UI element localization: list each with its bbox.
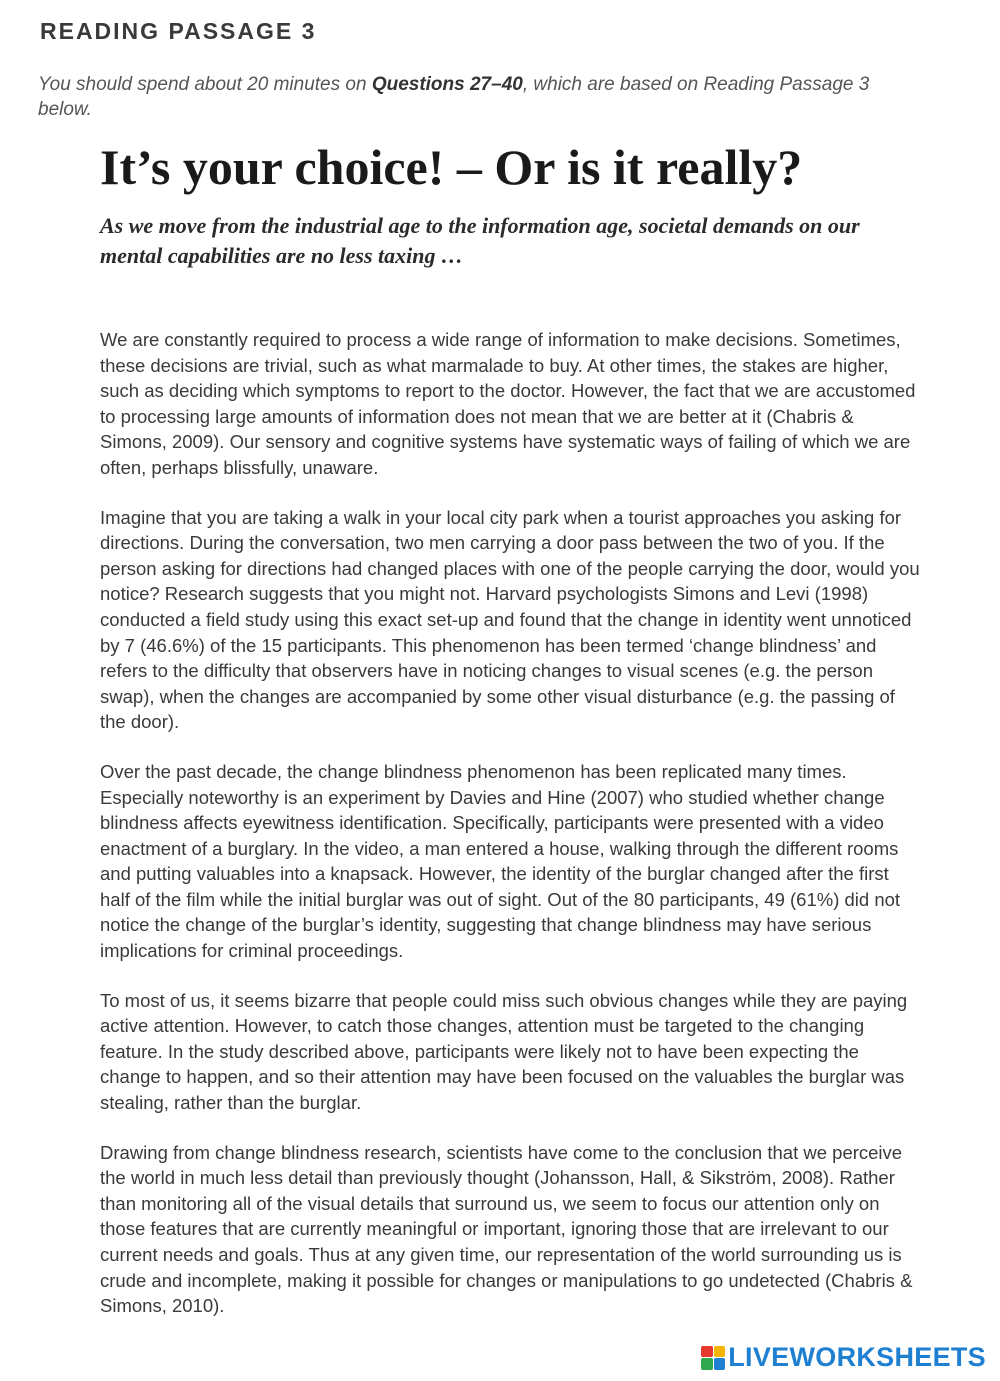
section-label: READING PASSAGE 3 <box>40 18 317 44</box>
paragraph-4: To most of us, it seems bizarre that people could miss such obvious changes while they are paying active attention. However, to catch those changes, attention must be targeted to the changing feature. In the study described above, participants were likely not to have been expecting the change to happen, and so their attention may have been focused on the valuables the burglar was stealing, rather than the burglar. <box>100 989 908 1114</box>
logo-square-yellow <box>714 1346 726 1358</box>
article-subtitle: As we move from the industrial age to the information age, societal demands on our mental capabilities are no less taxing … <box>100 213 860 268</box>
liveworksheets-logo-text: LIVEWORKSHEETS <box>728 1342 986 1372</box>
liveworksheets-logo <box>701 1342 986 1373</box>
instructions <box>38 72 878 122</box>
paragraph-3: Over the past decade, the change blindness phenomenon has been replicated many times. Especially noteworthy is an experiment by Davies and Hine (2007) who studied whether change blindness affects eyewitness identification. Specifically, participants were presented with a video enactment of a burglary. In the video, a man entered a house, walking through the different rooms and putting valuables into a knapsack. However, the identity of the burglar changed after the first half of the film while the initial burglar was out of sight. Out of the 80 participants, 49 (61%) did not notice the change of the burglar’s identity, suggesting that change blindness may have serious implications for criminal proceedings. <box>100 760 901 962</box>
liveworksheets-logo-icon <box>701 1346 725 1370</box>
instruction-text-end: , which are based on Reading Passage 3 below. <box>38 74 870 120</box>
instruction-text-start: You should spend about 20 minutes on <box>38 74 372 95</box>
paragraph-5: Drawing from change blindness research, scientists have come to the conclusion that we perceive the world in much less detail than previously thought (Johansson, Hall, & Sikström, 2008). Rather than monitoring all of the visual details that surround us, we seem to focus our attention only on those features that are currently meaningful or important, ignoring those that are irrelevant to our current needs and goals. Thus at any given time, our representation of the world surrounding us is crude and incomplete, making it possible for changes or manipulations to go undetected (Chabris & Simons, 2010). <box>100 1141 913 1317</box>
logo-square-blue <box>714 1358 726 1370</box>
paragraph-2: Imagine that you are taking a walk in your local city park when a tourist approaches you asking for directions. During the conversation, two men carrying a door pass between the two of you. If the person asking for directions had changed places with one of the people carrying the door, would you notice? Research suggests that you might not. Harvard psychologists Simons and Levi (1998) conducted a field study using this exact set-up and found that the change in identity went unnoticed by 7 (46.6%) of the 15 participants. This phenomenon has been termed ‘change blindness’ and refers to the difficulty that observers have in noticing changes to visual scenes (e.g. the person swap), when the changes are accompanied by some other visual disturbance (e.g. the passing of the door). <box>100 506 920 733</box>
paragraph-1: We are constantly required to process a wide range of information to make decisions. Sometimes, these decisions are trivial, such as what marmalade to buy. At other times, the stakes are higher, such as deciding which symptoms to report to the doctor. However, the fact that we are accustomed to processing large amounts of information does not mean that we are better at it (Chabris & Simons, 2009). Our sensory and cognitive systems have systematic ways of failing of which we are often, perhaps blissfully, unaware. <box>100 329 916 478</box>
instruction-questions-range: Questions 27–40 <box>371 74 523 95</box>
article-body <box>100 327 922 1343</box>
logo-square-red <box>701 1346 713 1358</box>
logo-square-green <box>701 1358 713 1370</box>
article-title: It’s your choice! – Or is it really? <box>100 139 803 195</box>
